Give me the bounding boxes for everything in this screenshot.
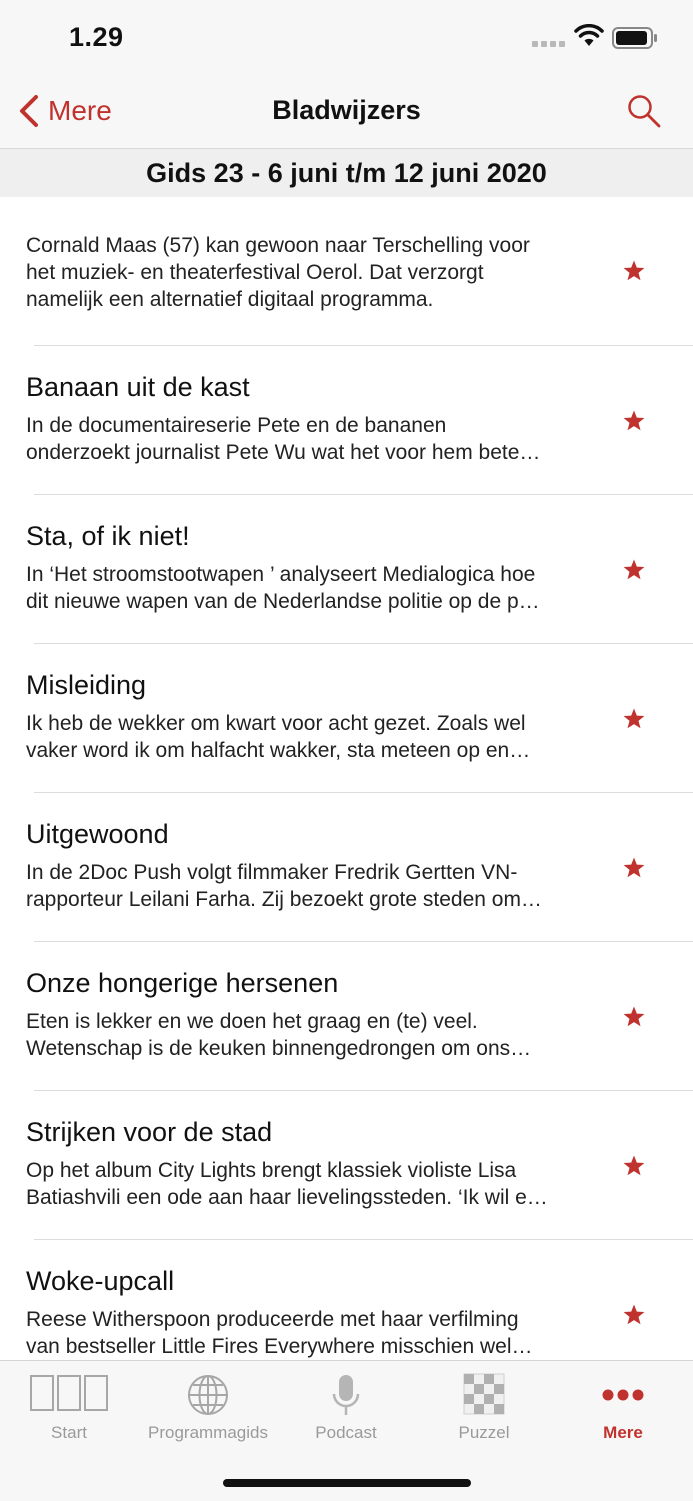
star-icon[interactable] bbox=[622, 1005, 646, 1029]
bookmark-item[interactable] bbox=[0, 346, 693, 495]
bookmark-item[interactable] bbox=[0, 942, 693, 1091]
description-line: Cornald Maas (57) kan gewoon naar Terschelling voor bbox=[26, 234, 530, 257]
bookmark-description bbox=[26, 1157, 586, 1211]
tab-mere[interactable] bbox=[554, 1361, 692, 1451]
tab-label: Puzzel bbox=[458, 1423, 510, 1442]
description-line: vaker word ik om halfacht wakker, sta meteen op en… bbox=[26, 739, 531, 762]
battery-icon bbox=[612, 27, 658, 49]
bookmark-title: Onze hongerige hersenen bbox=[26, 968, 339, 998]
tab-start[interactable] bbox=[0, 1361, 138, 1451]
status-time: 1.29 bbox=[69, 22, 124, 52]
bookmark-item[interactable] bbox=[0, 495, 693, 644]
description-line: Reese Witherspoon produceerde met haar verfilming bbox=[26, 1308, 519, 1331]
description-line: In de 2Doc Push volgt filmmaker Fredrik Gertten VN- bbox=[26, 861, 518, 884]
star-icon[interactable] bbox=[622, 259, 646, 283]
tab-programmagids[interactable] bbox=[139, 1361, 277, 1451]
bookmark-title: Woke-upcall bbox=[26, 1266, 175, 1296]
bookmark-description bbox=[26, 710, 586, 764]
description-line: Eten is lekker en we doen het graag en (te) veel. bbox=[26, 1010, 478, 1033]
description-line: het muziek- en theaterfestival Oerol. Dat verzorgt bbox=[26, 261, 484, 284]
section-header bbox=[0, 149, 693, 197]
bookmark-description bbox=[26, 1008, 586, 1062]
back-button-label: Mere bbox=[48, 95, 112, 126]
bookmark-item[interactable] bbox=[0, 1240, 693, 1360]
tab-label: Programmagids bbox=[148, 1423, 268, 1442]
home-indicator[interactable] bbox=[223, 1479, 471, 1487]
status-bar bbox=[0, 0, 693, 75]
bookmark-title: Strijken voor de stad bbox=[26, 1117, 273, 1147]
star-icon[interactable] bbox=[622, 1303, 646, 1327]
tab-label: Mere bbox=[603, 1423, 643, 1442]
bookmark-list[interactable] bbox=[0, 197, 693, 1360]
microphone-icon bbox=[331, 1373, 361, 1417]
bookmark-title: Banaan uit de kast bbox=[26, 372, 250, 402]
star-icon[interactable] bbox=[622, 707, 646, 731]
description-line: onderzoekt journalist Pete Wu wat het voor hem bete… bbox=[26, 441, 541, 464]
star-icon[interactable] bbox=[622, 409, 646, 433]
tab-podcast[interactable] bbox=[277, 1361, 415, 1451]
description-line: Batiashvili een ode aan haar lievelingssteden. ‘Ik wil e… bbox=[26, 1186, 548, 1209]
bookmark-title: Uitgewoond bbox=[26, 819, 169, 849]
bookmark-description bbox=[26, 859, 586, 913]
book-pages-icon bbox=[29, 1373, 109, 1413]
star-icon[interactable] bbox=[622, 558, 646, 582]
bookmark-item[interactable] bbox=[0, 644, 693, 793]
bookmark-item[interactable] bbox=[0, 793, 693, 942]
puzzle-grid-icon bbox=[463, 1373, 505, 1415]
page-title: Bladwijzers bbox=[272, 95, 421, 125]
section-title: Gids 23 - 6 juni t/m 12 juni 2020 bbox=[146, 158, 547, 188]
description-line: Ik heb de wekker om kwart voor acht gezet. Zoals wel bbox=[26, 712, 526, 735]
description-line: In de documentaireserie Pete en de bananen bbox=[26, 414, 447, 437]
bookmark-item[interactable] bbox=[0, 197, 693, 346]
tab-label: Podcast bbox=[315, 1423, 377, 1442]
description-line: namelijk een alternatief digitaal programma. bbox=[26, 288, 434, 311]
globe-icon bbox=[186, 1373, 230, 1417]
navigation-bar bbox=[0, 75, 693, 149]
description-line: Op het album City Lights brengt klassiek violiste Lisa bbox=[26, 1159, 517, 1182]
description-line: dit nieuwe wapen van de Nederlandse politie op de p… bbox=[26, 590, 540, 613]
bookmark-description bbox=[26, 232, 586, 313]
cellular-signal-icon bbox=[532, 41, 566, 47]
bookmark-description bbox=[26, 1306, 586, 1360]
more-dots-icon bbox=[601, 1373, 645, 1417]
bookmark-item[interactable] bbox=[0, 1091, 693, 1240]
bookmark-title: Sta, of ik niet! bbox=[26, 521, 190, 551]
star-icon[interactable] bbox=[622, 1154, 646, 1178]
description-line: rapporteur Leilani Farha. Zij bezoekt grote steden om… bbox=[26, 888, 542, 911]
bookmark-title: Misleiding bbox=[26, 670, 147, 700]
tab-label: Start bbox=[51, 1423, 87, 1442]
bookmark-description bbox=[26, 561, 586, 615]
description-line: van bestseller Little Fires Everywhere misschien wel… bbox=[26, 1335, 533, 1358]
star-icon[interactable] bbox=[622, 856, 646, 880]
description-line: In ‘Het stroomstootwapen ’ analyseert Medialogica hoe bbox=[26, 563, 536, 586]
description-line: Wetenschap is de keuken binnengedrongen om ons… bbox=[26, 1037, 532, 1060]
bookmark-description bbox=[26, 412, 586, 466]
search-icon[interactable] bbox=[626, 93, 662, 129]
wifi-icon bbox=[574, 24, 604, 48]
tab-puzzel[interactable] bbox=[415, 1361, 553, 1451]
